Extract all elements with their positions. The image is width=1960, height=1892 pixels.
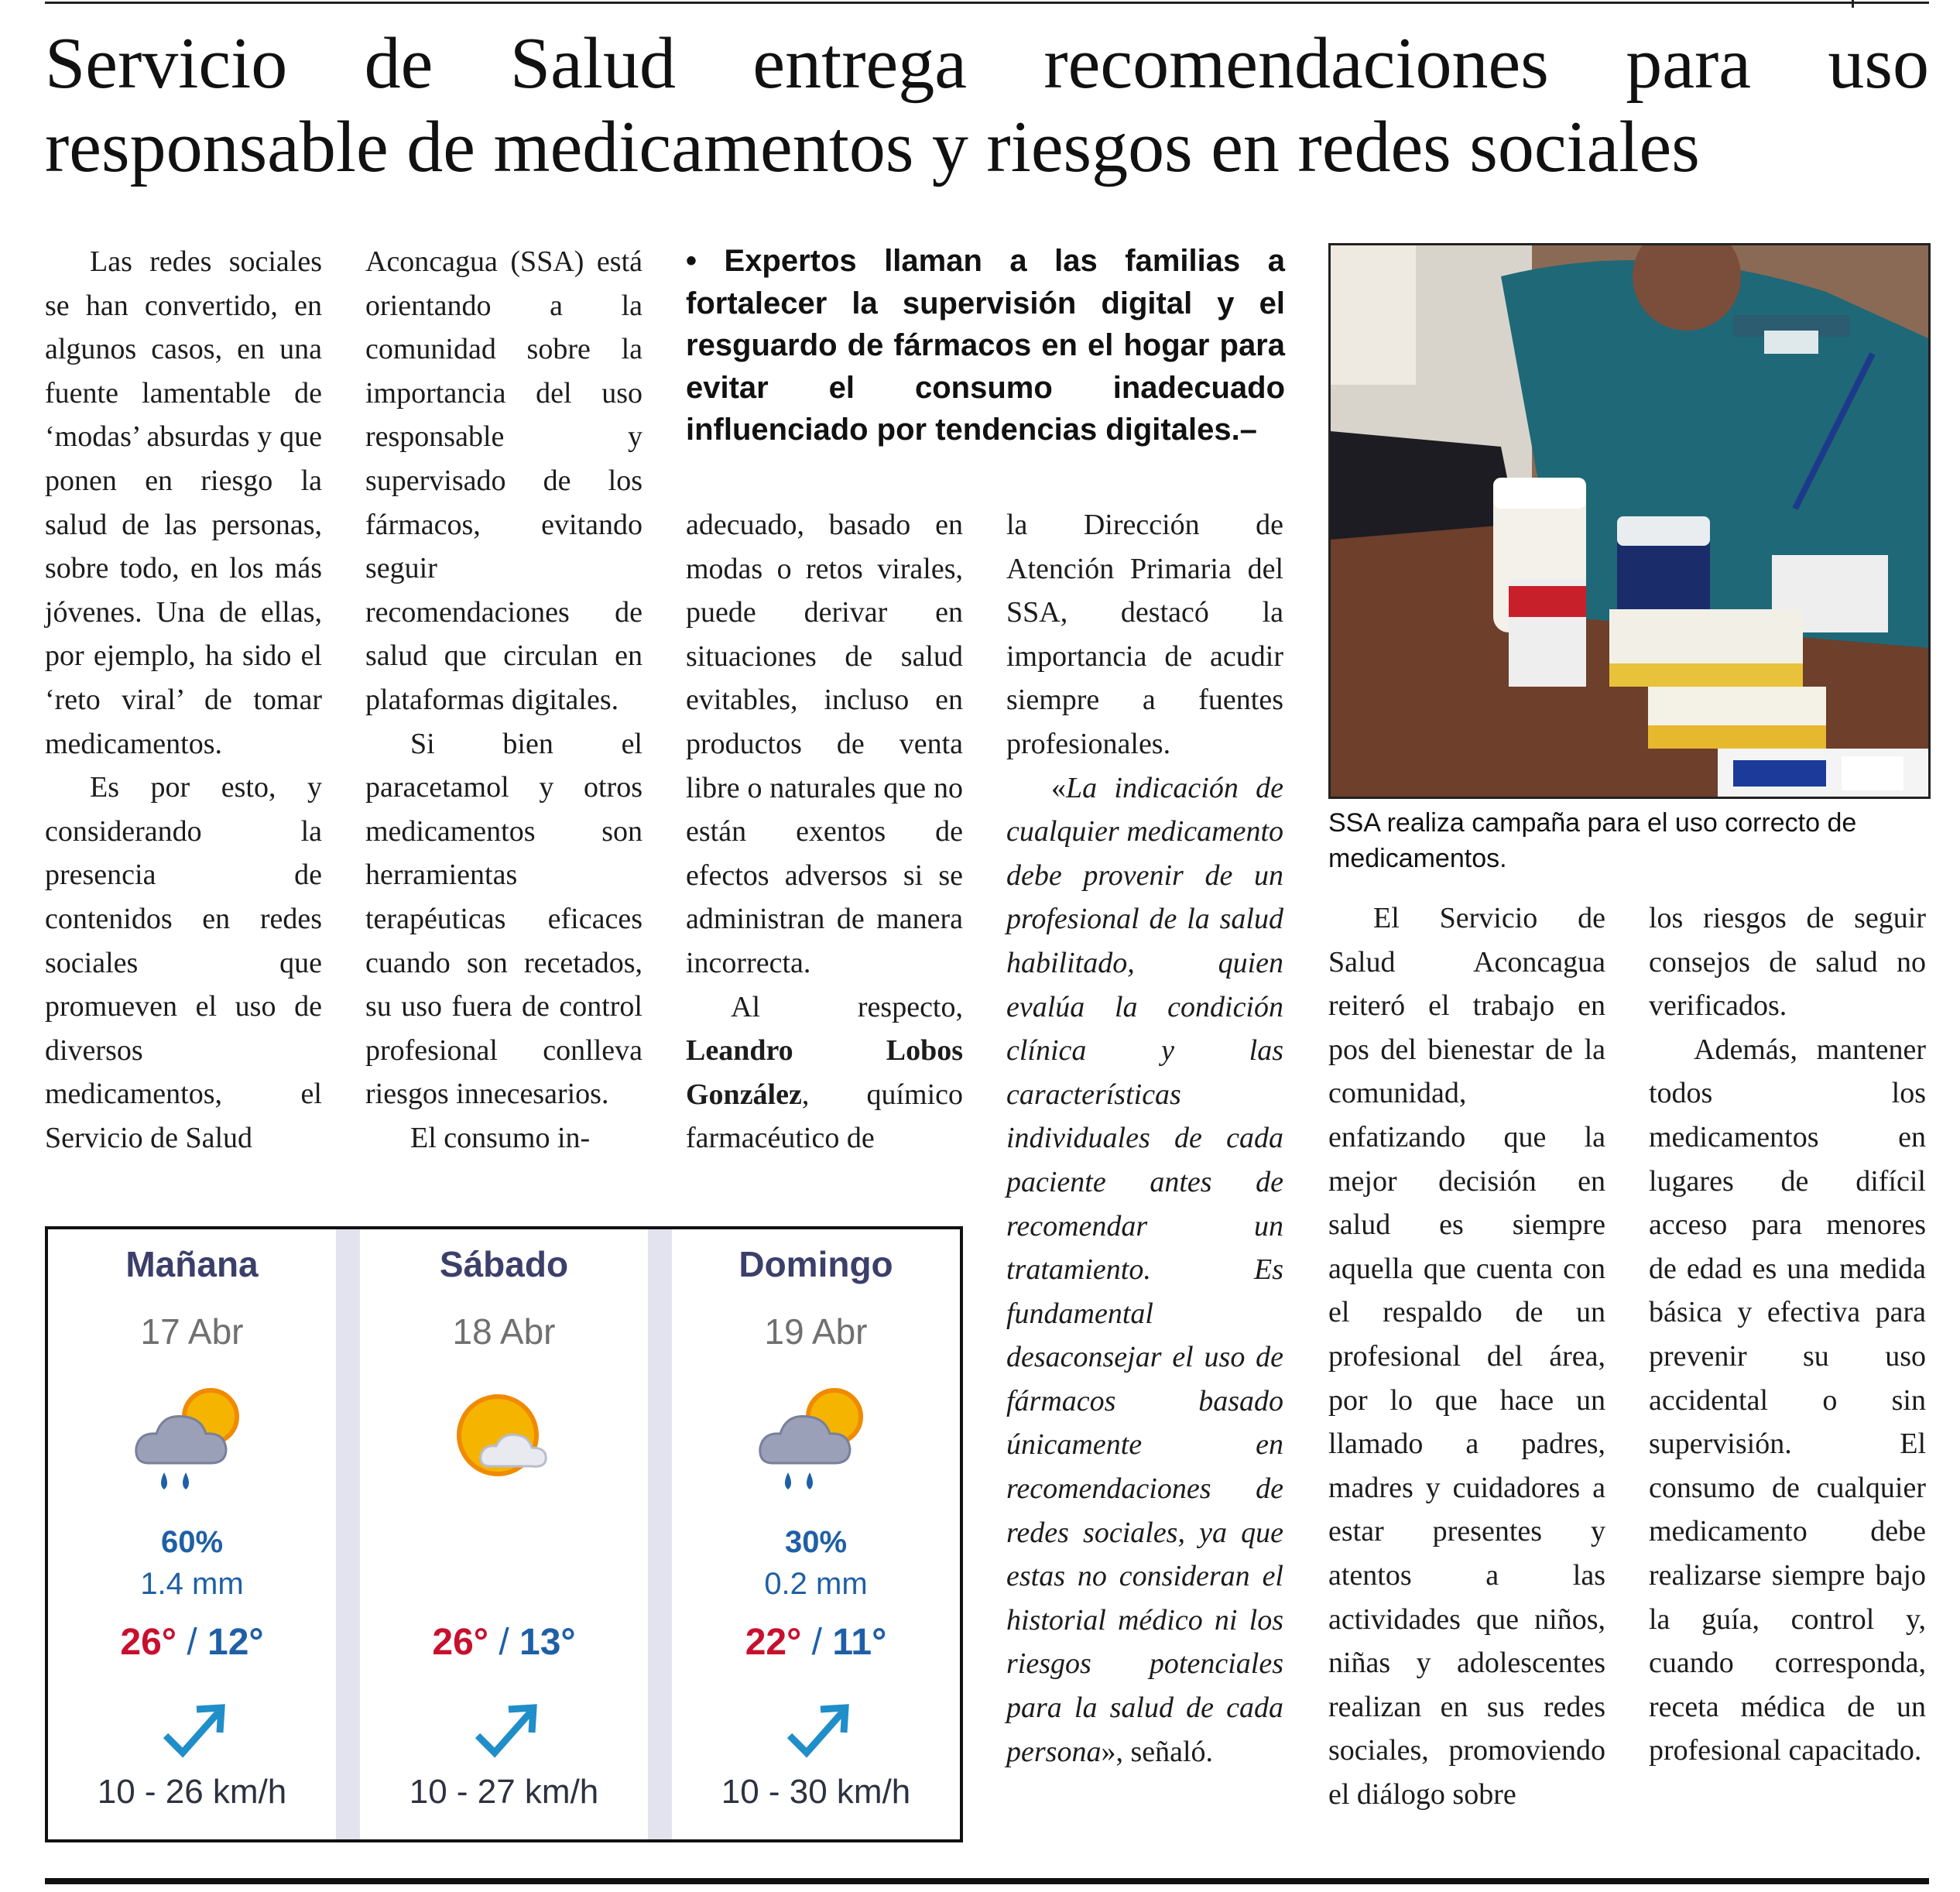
wind-direction-icon [161, 1702, 226, 1759]
wind-speed: 10 - 27 km/h [409, 1773, 599, 1811]
article-headline [45, 22, 1929, 189]
forecast-separator [336, 1229, 360, 1839]
text-run: , químico farmacéutico de [686, 1078, 963, 1155]
article-photo [1328, 243, 1931, 799]
wind-direction-icon [785, 1702, 850, 1759]
quote-paragraph [1006, 766, 1283, 1774]
article-column-5 [1328, 896, 1605, 1816]
quote-close: », señaló. [1101, 1735, 1214, 1768]
max-temperature: 26° [432, 1622, 488, 1663]
temperature-range [48, 1621, 336, 1664]
headline-line-2: responsable de medicamentos y riesgos en redes sociales [45, 107, 1700, 187]
rain-probability: 30% [784, 1525, 848, 1559]
article-lead: • Expertos llaman a las familias a fortalecer la supervisión digital y el resguardo de fármacos en el hogar para evitar el consumo inadecuado influenciado por tendencias digitales.– [686, 244, 1285, 447]
headline-line-1: Servicio de Salud entrega recomendaciones para uso [45, 23, 1929, 104]
weather-forecast [45, 1226, 963, 1842]
photo-caption: SSA realiza campaña para el uso correcto de medicamentos. [1328, 808, 1857, 873]
day-date: 17 Abr [140, 1311, 244, 1352]
temperature-separator: / [811, 1622, 822, 1663]
top-rule-tick [1852, 0, 1854, 8]
temperature-range [672, 1621, 960, 1664]
forecast-day-2 [672, 1229, 960, 1839]
quote-open: « [1051, 771, 1066, 804]
person-name: Leandro Lobos González [686, 1034, 963, 1111]
article-column-4 [1006, 503, 1283, 1774]
min-temperature: 13° [519, 1622, 576, 1663]
wind-speed: 10 - 26 km/h [97, 1773, 287, 1811]
rain-amount: 1.4 mm [140, 1567, 244, 1601]
min-temperature: 11° [832, 1622, 887, 1663]
rain-cloud-sun-icon [130, 1376, 254, 1500]
quote-text: La indicación de cualquier medicamento debe provenir de un profesional de la salud habilitado, quien evalúa la condición clínica y las características individuales de cada paciente antes de recomendar un tratamiento. Es fundamental desaconsejar el uso de fármacos basado únicamente en recomendaciones de redes sociales, ya que estas no consideran el historial médico ni los riesgos potenciales para la salud de cada persona [1006, 771, 1283, 1768]
rain-cloud-sun-icon [754, 1376, 878, 1500]
day-date: 19 Abr [764, 1311, 868, 1352]
article-column-3 [686, 503, 963, 1160]
wind-speed: 10 - 30 km/h [721, 1773, 911, 1811]
wind-direction-icon [473, 1702, 538, 1759]
day-name: Mañana [125, 1244, 259, 1284]
day-date: 18 Abr [452, 1311, 556, 1352]
temperature-separator: / [499, 1622, 509, 1663]
rain-probability: 60% [160, 1525, 224, 1559]
max-temperature: 22° [745, 1622, 802, 1663]
top-rule [45, 2, 1929, 4]
day-name: Sábado [439, 1244, 569, 1284]
paragraph: Aconcagua (SSA) está orientando a la comunidad sobre la importancia del uso responsable y supervisado de los fármacos, evitando seguir recomendaciones de salud que circulan en plataformas digitales. [365, 245, 642, 716]
paragraph: El Servicio de Salud Aconcagua reiteró el trabajo en pos del bienestar de la comunidad, enfatizando que la mejor decisión en salud es siempre aquella que cuenta con el respaldo de un profesional del área, por lo que hace un llamado a padres, madres y cuidadores a estar presentes y atentos a las actividades que niños, niñas y adolescentes realizan en sus redes sociales, promoviendo el diálogo sobre [1328, 902, 1605, 1811]
text-run: Al respecto, [731, 990, 963, 1023]
paragraph [686, 985, 963, 1160]
forecast-separator [648, 1229, 672, 1839]
paragraph: la Dirección de Atención Primaria del SSA, destacó la importancia de acudir siempre a fuentes profesionales. [1006, 509, 1283, 760]
bottom-rule [45, 1878, 1929, 1884]
paragraph: Además, mantener todos los medicamentos en lugares de difícil acceso para menores de edad es una medida básica y efectiva para prevenir su uso accidental o sin supervisión. El consumo de cualquier medicamento debe realizarse siempre bajo la guía, control y, cuando corresponda, receta médica de un profesional capacitado. [1649, 1033, 1926, 1767]
forecast-day-0 [48, 1229, 336, 1839]
article-column-2 [365, 240, 642, 1160]
day-name: Domingo [738, 1244, 893, 1284]
sun-cloud-icon [442, 1376, 566, 1500]
paragraph: Las redes sociales se han convertido, en algunos casos, en una fuente lamentable de ‘modas’ absurdas y que ponen en riesgo la salud de las personas, sobre todo, en los más jóvenes. Una de ellas, por ejemplo, ha sido el ‘reto viral’ de tomar medicamentos. [45, 245, 322, 760]
paragraph: los riesgos de seguir consejos de salud no verificados. [1649, 902, 1926, 1023]
article-column-6 [1649, 896, 1926, 1773]
temperature-range [360, 1621, 648, 1664]
article-column-1 [45, 240, 322, 1160]
paragraph: Si bien el paracetamol y otros medicamentos son herramientas terapéuticas eficaces cuando son recetados, su uso fuera de control profesional conlleva riesgos innecesarios. [365, 727, 642, 1111]
min-temperature: 12° [207, 1622, 264, 1663]
pharmacist-desk-illustration [1331, 245, 1928, 797]
rain-amount: 0.2 mm [764, 1567, 868, 1601]
paragraph: adecuado, basado en modas o retos virales, puede derivar en situaciones de salud evitables, incluso en productos de venta libre o naturales que no están exentos de efectos adversos si se administran de manera incorrecta. [686, 509, 963, 979]
paragraph: Es por esto, y considerando la presencia de contenidos en redes sociales que promueven el uso de diversos medicamentos, el Servicio de Salud [45, 771, 322, 1154]
paragraph: El consumo in- [410, 1121, 591, 1154]
temperature-separator: / [187, 1622, 197, 1663]
forecast-day-1 [360, 1229, 648, 1839]
max-temperature: 26° [120, 1622, 176, 1663]
